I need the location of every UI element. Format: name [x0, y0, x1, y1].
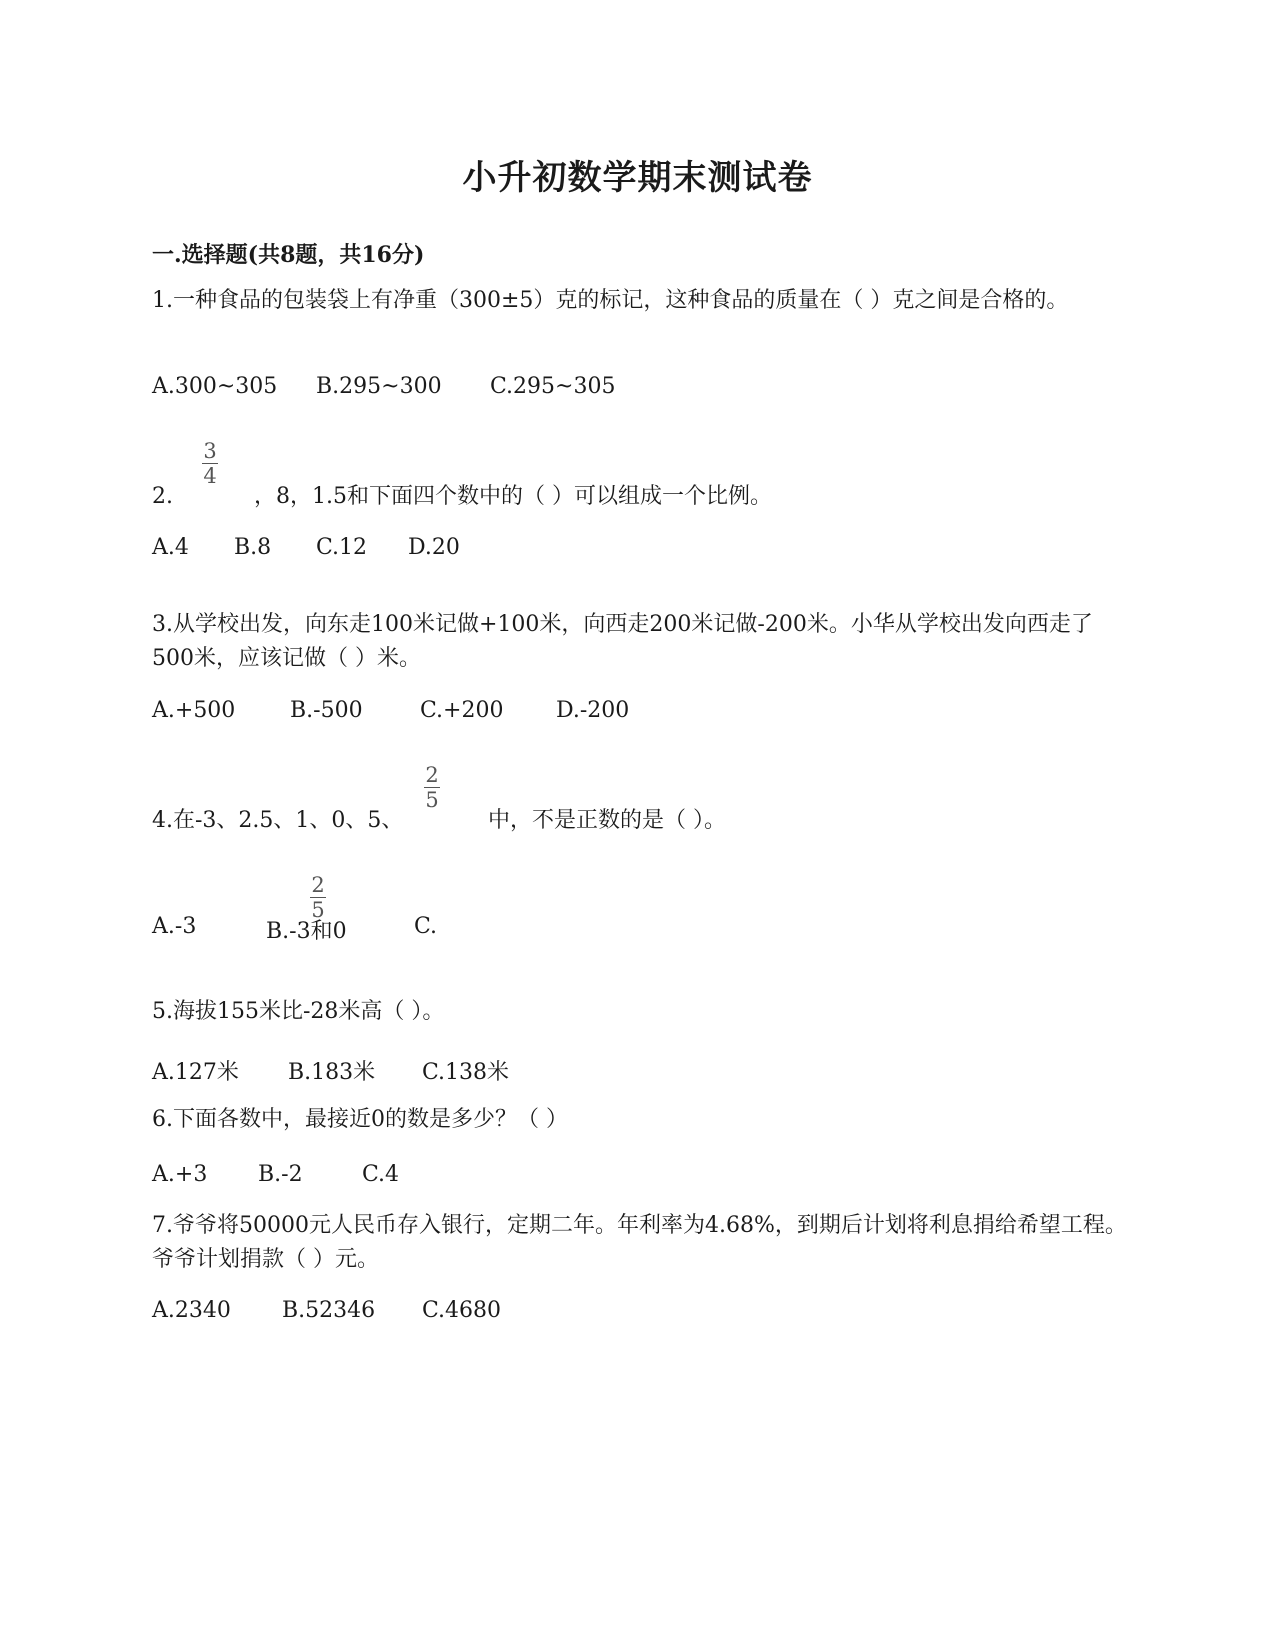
question-4-prefix: 4.在-3、2.5、1、0、5、 — [152, 808, 404, 833]
fraction-numerator: 2 — [311, 873, 325, 897]
option-b: B.-3和0 — [266, 919, 347, 944]
option-c: C.+200 — [420, 698, 504, 723]
question-2-text: ，8，1.5和下面四个数中的（ ）可以组成一个比例。 — [254, 484, 772, 509]
option-b: B.295~300 — [316, 374, 442, 399]
option-c: C. — [414, 914, 438, 939]
question-2-prefix: 2. — [152, 484, 173, 509]
question-1: 1.一种食品的包装袋上有净重（300±5）克的标记，这种食品的质量在（ ）克之间是合格的。 — [152, 288, 1069, 313]
question-3: 3.从学校出发，向东走100米记做+100米，向西走200米记做-200米。小华从学校出发向西走了500米，应该记做（ ）米。 — [152, 612, 1093, 671]
fraction-denominator: 4 — [203, 464, 217, 488]
option-a: A.127米 — [152, 1060, 239, 1085]
question-4-fraction — [424, 764, 440, 811]
fraction-numerator: 2 — [425, 763, 439, 787]
fraction-numerator: 3 — [203, 439, 217, 463]
option-c: C.12 — [316, 535, 368, 560]
question-4-text: 中，不是正数的是（ ）。 — [488, 808, 726, 833]
fraction-denominator: 5 — [311, 898, 325, 922]
fraction-denominator: 5 — [425, 788, 439, 812]
option-b: B.8 — [234, 535, 272, 560]
option-c: C.295~305 — [490, 374, 616, 399]
option-a: A.2340 — [152, 1298, 231, 1323]
option-b: B.183米 — [288, 1060, 376, 1085]
option-c-fraction — [310, 874, 326, 921]
question-2-fraction — [202, 440, 218, 487]
question-6: 6.下面各数中，最接近0的数是多少？（ ） — [152, 1107, 568, 1132]
option-c: C.138米 — [422, 1060, 510, 1085]
option-a: A.+3 — [152, 1162, 208, 1187]
option-d: D.-200 — [556, 698, 630, 723]
option-a: A.-3 — [152, 914, 197, 939]
option-a: A.+500 — [152, 698, 236, 723]
option-d: D.20 — [408, 535, 460, 560]
option-b: B.52346 — [282, 1298, 376, 1323]
option-b: B.-2 — [258, 1162, 303, 1187]
option-c: C.4 — [362, 1162, 400, 1187]
option-a: A.300~305 — [152, 374, 278, 399]
question-5: 5.海拔155米比-28米高（ ）。 — [152, 999, 445, 1024]
option-a: A.4 — [152, 535, 189, 560]
question-7: 7.爷爷将50000元人民币存入银行，定期二年。年利率为4.68%，到期后计划将利息捐给希望工程。爷爷计划捐款（ ）元。 — [152, 1213, 1127, 1272]
page-title: 小升初数学期末测试卷 — [462, 158, 813, 198]
option-b: B.-500 — [290, 698, 363, 723]
section-heading: 一.选择题(共8题，共16分) — [152, 242, 425, 268]
option-c: C.4680 — [422, 1298, 502, 1323]
